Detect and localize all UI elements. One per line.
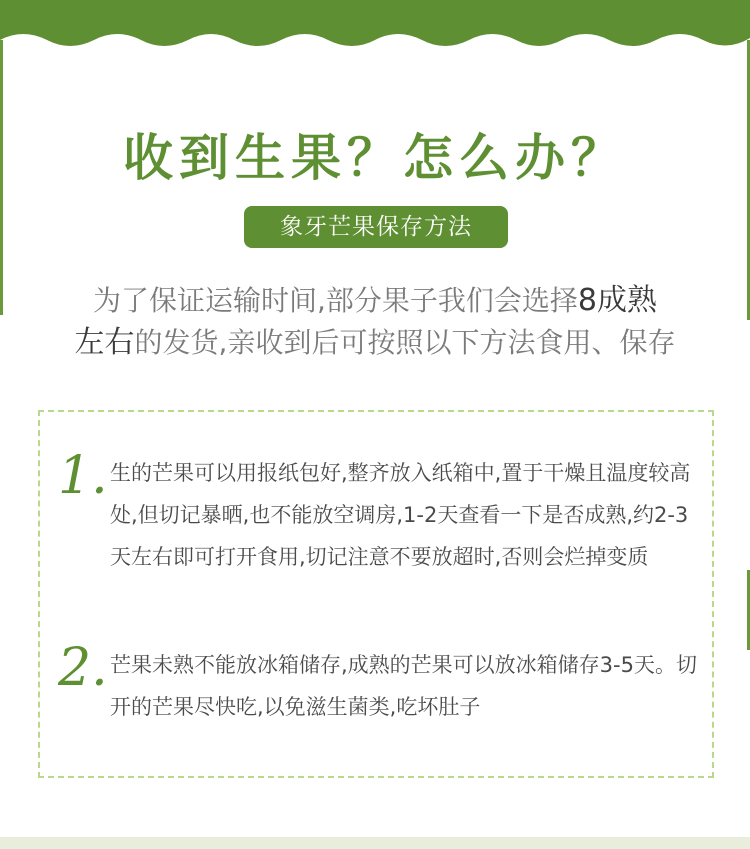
wavy-header-banner xyxy=(0,0,750,60)
intro-highlight-approx: 左右 xyxy=(74,325,135,360)
intro-text-part2: 的发货,亲收到后可按照以下方法食用、保存 xyxy=(134,326,676,359)
step-text: 生的芒果可以用报纸包好,整齐放入纸箱中,置于干燥且温度较高处,但切记暴晒,也不能放空调房,1-2天查看一下是否成熟,约2-3天左右即可打开食用,切记注意不要放超时,否则会烂掉变质 xyxy=(110,461,691,569)
step-number: 2. xyxy=(58,638,108,698)
intro-text-part1: 为了保证运输时间,部分果子我们会选择 xyxy=(93,284,578,317)
intro-paragraph xyxy=(40,280,710,364)
step-number: 1. xyxy=(58,446,108,506)
page-headline: 收到生果？怎么办？ xyxy=(123,129,627,187)
intro-highlight-ripeness: 8成熟 xyxy=(577,283,657,318)
bottom-band xyxy=(0,837,750,849)
subtitle-badge: 象牙芒果保存方法 xyxy=(244,206,508,248)
step-text: 芒果未熟不能放冰箱储存,成熟的芒果可以放冰箱储存3-5天。切开的芒果尽快吃,以免滋生菌类,吃坏肚子 xyxy=(110,653,697,719)
